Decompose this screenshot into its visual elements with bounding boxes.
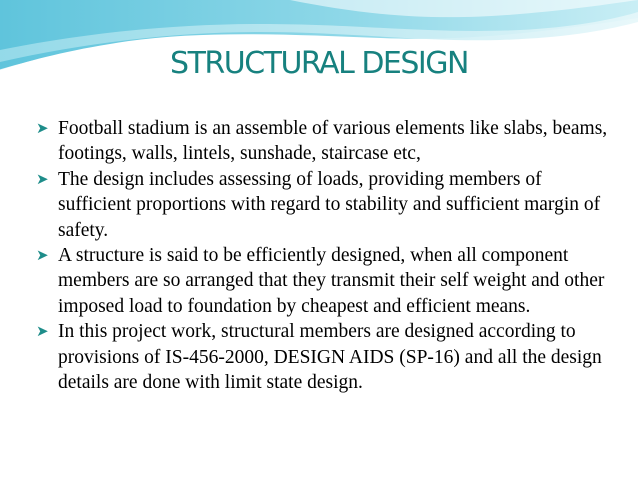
bullet-text: The design includes assessing of loads, providing members of sufficient proportions with regard to stability and sufficient margin of safety.: [58, 168, 601, 241]
bullet-text: A structure is said to be efficiently designed, when all component members are so arranged that they transmit their self weight and other imposed load to foundation by cheapest and efficient means.: [58, 245, 605, 317]
list-item: [36, 116, 616, 167]
bullet-text: Football stadium is an assemble of various elements like slabs, beams, footings, walls, lintels, sunshade, staircase etc,: [58, 118, 608, 165]
list-item: [36, 167, 616, 243]
arrow-bullet-icon: ➤: [36, 246, 49, 265]
arrow-bullet-icon: ➤: [36, 169, 49, 188]
slide-title: STRUCTURAL DESIGN: [170, 46, 468, 81]
bullet-list: [36, 116, 616, 395]
list-item: [36, 243, 616, 319]
arrow-bullet-icon: ➤: [36, 119, 49, 137]
list-item: [36, 319, 616, 395]
bullet-text: In this project work, structural members are designed according to provisions of IS-456-2000, DESIGN AIDS (SP-16) and all the design details are done with limit state design.: [58, 321, 602, 394]
arrow-bullet-icon: ➤: [36, 322, 49, 341]
